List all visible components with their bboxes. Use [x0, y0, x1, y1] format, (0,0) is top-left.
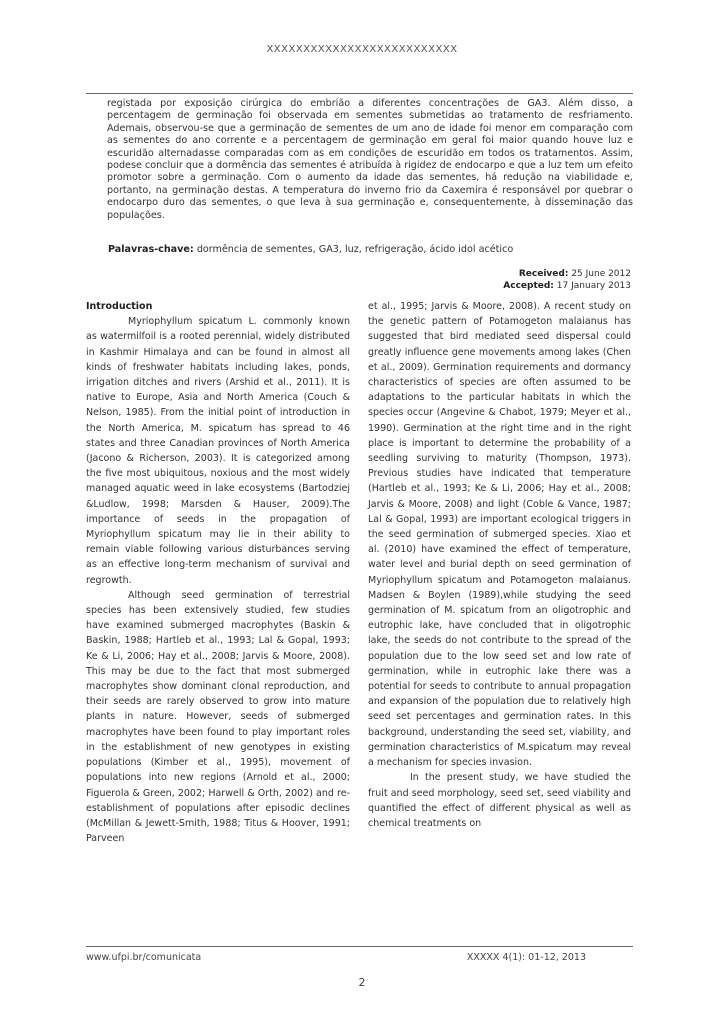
accepted-line [503, 280, 631, 292]
footer-url: www.ufpi.br/comunicata [86, 952, 202, 963]
keywords-line [108, 244, 634, 255]
abstract-text: registada por exposição cirúrgica do embrião a diferentes concentrações de GA3. Além disso, a percentagem de germinação foi observada em sementes submetidas ao tratamento de resfriamento. Ademais, observou-se que a germinação de sementes de um ano de idade foi menor em comparação com as sementes do ano corrente e a percentagem de germinação em geral foi maior quando houve luz e escuridão alternadasse comparadas com as em condições de escuridão em todos os tratamentos. Assim, podese concluir que a dormência das sementes é atribuída à rigidez de endocarpo e que a luz tem um efeito promotor sobre a germinação. Com o aumento da idade das sementes, há redução na viabilidade e, portanto, na germinação destas. A temperatura do inverno frio da Caxemira é responsável por quebrar o endocarpo duro das sementes, o que leva à sua germinação e, consequentemente, à disseminação das populações. [107, 98, 633, 221]
received-date: 25 June 2012 [571, 269, 631, 279]
section-heading: Introduction [86, 301, 153, 312]
left-column [86, 299, 350, 846]
keywords-label: Palavras-chave: [108, 244, 194, 255]
paragraph: Myriophyllum spicatum L. commonly known as watermilfoil is a rooted perennial, widely distributed in Kashmir Himalaya and can be found in almost all kinds of freshwater habitats including lakes, ponds, irrigation ditches and rivers (Arshid et al., 2011). It is native to Europe, Asia and North America (Couch & Nelson, 1985). From the initial point of introduction in the North America, M. spicatum has spread to 46 states and three Canadian provinces of North America (Jacono & Richerson, 2003). It is categorized among the five most ubiquitous, noxious and the most widely managed aquatic weed in lake ecosystems (Bartodziej &Ludlow, 1998; Marsden & Hauser, 2009).The importance of seeds in the propagation of Myriophyllum spicatum may lie in their ability to remain viable following various disturbances serving as an effective long-term mechanism of survival and regrowth. [86, 316, 350, 586]
accepted-date: 17 January 2013 [556, 281, 631, 291]
received-label: Received: [518, 269, 569, 279]
paragraph: Although seed germination of terrestrial species has been extensively studied, few studies have examined submerged macrophytes (Baskin & Baskin, 1988; Hartleb et al., 1993; Lal & Gopal, 1993; Ke & Li, 2006; Hay et al., 2008; Jarvis & Moore, 2008). This may be due to the fact that most submerged macrophytes show dominant clonal reproduction, and their seeds are rarely observed to grow into mature plants in nature. However, seeds of submerged macrophytes have been found to play important roles in the establishment of new genotypes in existing populations (Kimber et al., 1995), movement of populations into new regions (Arnold et al., 2000; Figuerola & Green, 2002; Harwell & Orth, 2002) and re-establishment of populations after episodic declines (McMillan & Jewett-Smith, 1988; Titus & Hoover, 1991; Parveen [86, 589, 350, 845]
paragraph: In the present study, we have studied the fruit and seed morphology, seed set, seed viability and quantified the effect of different physical as well as chemical treatments on [368, 772, 631, 829]
keywords-value: dormência de sementes, GA3, luz, refrigeração, ácido idol acético [196, 244, 514, 255]
received-line [503, 268, 631, 280]
running-head: XXXXXXXXXXXXXXXXXXXXXXXXXX [266, 44, 458, 55]
article-dates [503, 268, 631, 292]
footer-rule [86, 946, 633, 947]
top-rule [86, 93, 633, 94]
page-number: 2 [358, 976, 366, 989]
footer-citation: XXXXX 4(1): 01-12, 2013 [466, 952, 586, 963]
right-column [368, 299, 631, 831]
accepted-label: Accepted: [503, 281, 554, 291]
paragraph: et al., 1995; Jarvis & Moore, 2008). A recent study on the genetic pattern of Potamogeton malaianus has suggested that bird mediated seed dispersal could greatly influence gene movements among lakes (Chen et al., 2009). Germination requirements and dormancy characteristics of species are often assumed to be adaptations to the particular habitats in which the species occur (Angevine & Chabot, 1979; Meyer et al., 1990). Germination at the right time and in the right place is important to determine the probability of a seedling surviving to maturity (Thompson, 1973). Previous studies have indicated that temperature (Hartleb et al., 1993; Ke & Li, 2006; Hay et al., 2008; Jarvis & Moore, 2008) and light (Coble & Vance, 1987; Lal & Gopal, 1993) are important ecological triggers in the seed germination of submerged species. Xiao et al. (2010) have examined the effect of temperature, water level and burial depth on seed germination of Myriophyllum spicatum and Potamogeton malaianus. Madsen & Boylen (1989),while studying the seed germination of M. spicatum from an oligotrophic and eutrophic lake, have concluded that in oligotrophic lake, the seeds do not contribute to the spread of the population due to the low seed set and low rate of germination, while in eutrophic lake there was a potential for seeds to contribute to annual propagation and expansion of the population due to relatively high seed set percentages and germination rates. In this background, understanding the seed set, viability, and germination characteristics of M.spicatum may reveal a mechanism for species invasion. [368, 301, 631, 769]
